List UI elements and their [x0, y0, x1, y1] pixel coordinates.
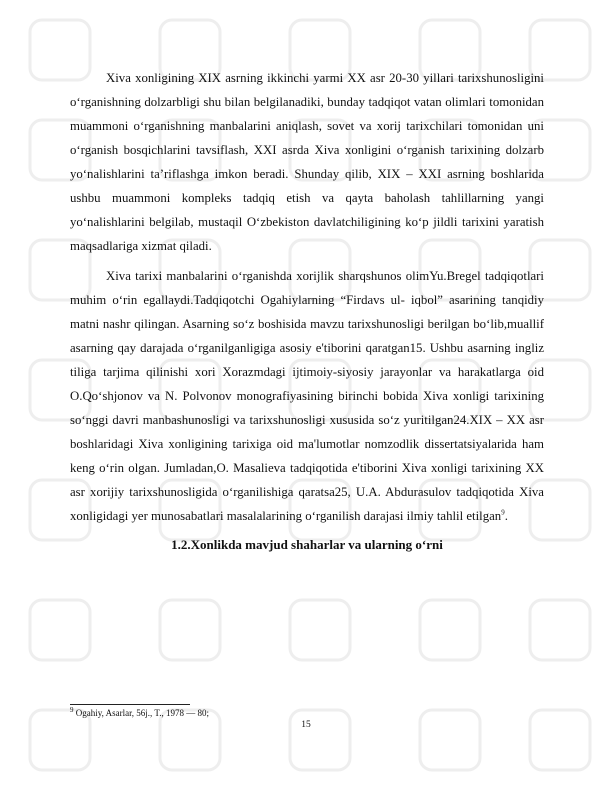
- footnote-marker: 9: [70, 706, 74, 714]
- footnote: [70, 707, 209, 719]
- document-body: [70, 66, 544, 556]
- paragraph-1: [70, 66, 544, 258]
- paragraph-1-text: Xiva xonligining XIX asrning ikkinchi yarmi XX asr 20-30 yillari tarixshunosligini o‘rganishning dolzarbligi shu bilan belgilanadiki, bunday tadqiqot vatan olimlari tomonidan muammoni o‘rganishning manbalarini aniqlash, sovet va xorij tarixchilari tomonidan uni o‘rganish bosqichlarini tavsiflash, XXI asrda Xiva xonligini o‘rganish tarixining dolzarb yo‘nalishlarini ta’riflashga imkon beradi. Shunday qilib, XIX – XXI asrning boshlarida ushbu muammoni kompleks tadqiq etish va qayta baholash tahlillarning yangi yo‘nalishlarini belgilab, mustaqil O‘zbekiston davlatchiligining ko‘p jildli tarixini yaratish maqsadlariga xizmat qiladi.: [70, 71, 544, 253]
- page-number: 15: [301, 720, 311, 730]
- footnote-divider: [70, 704, 190, 705]
- paragraph-2-text: Xiva tarixi manbalarini o‘rganishda xorijlik sharqshunos olimYu.Bregel tadqiqotlari muhim o‘rin egallaydi.Tadqiqotchi Ogahiylarning “Firdavs ul- iqbol” asarining tanqidiy matni nashr qilingan. Asarning so‘z boshisida mavzu tarixshunosligi berilgan bo‘lib,muallif asarning qay darajada o‘rganilganligiga asosiy e'tiborini qaratgan15. Ushbu asarning ingliz tiliga tarjima qilinishi xori Xorazmdagi ijtimoiy-siyosiy jarayonlar va harakatlarga oid O.Qo‘shjonov va N. Polvonov monografiyasining birinchi bobida Xiva xonligi tarixining so‘nggi davri manbashunosligi va tarixshunosligi xususida so‘z yuritilgan24.XIX – XX asr boshlaridagi Xiva xonligining tarixiga oid ma'lumotlar nomzodlik dissertatsiyalarida ham keng o‘rin olgan. Jumladan,O. Masalieva tadqiqotida e'tiborini Xiva xonligi tarixining XX asr xorijiy tarixshunosligida o‘rganilishiga qaratsa25, U.A. Abdurasulov tadqiqotida Xiva xonligidagi yer munosabatlari masalalarining o‘rganilish darajasi ilmiy tahlil etilgan: [70, 269, 544, 523]
- footnote-reference[interactable]: 9: [501, 508, 505, 517]
- paragraph-2-end: .: [504, 509, 508, 523]
- section-heading: 1.2.Xonlikda mavjud shaharlar va ularning o‘rni: [171, 537, 443, 552]
- paragraph-2: [70, 264, 544, 528]
- footnote-text: Ogahiy, Asarlar, 56j., T., 1978 — 80;: [73, 708, 209, 718]
